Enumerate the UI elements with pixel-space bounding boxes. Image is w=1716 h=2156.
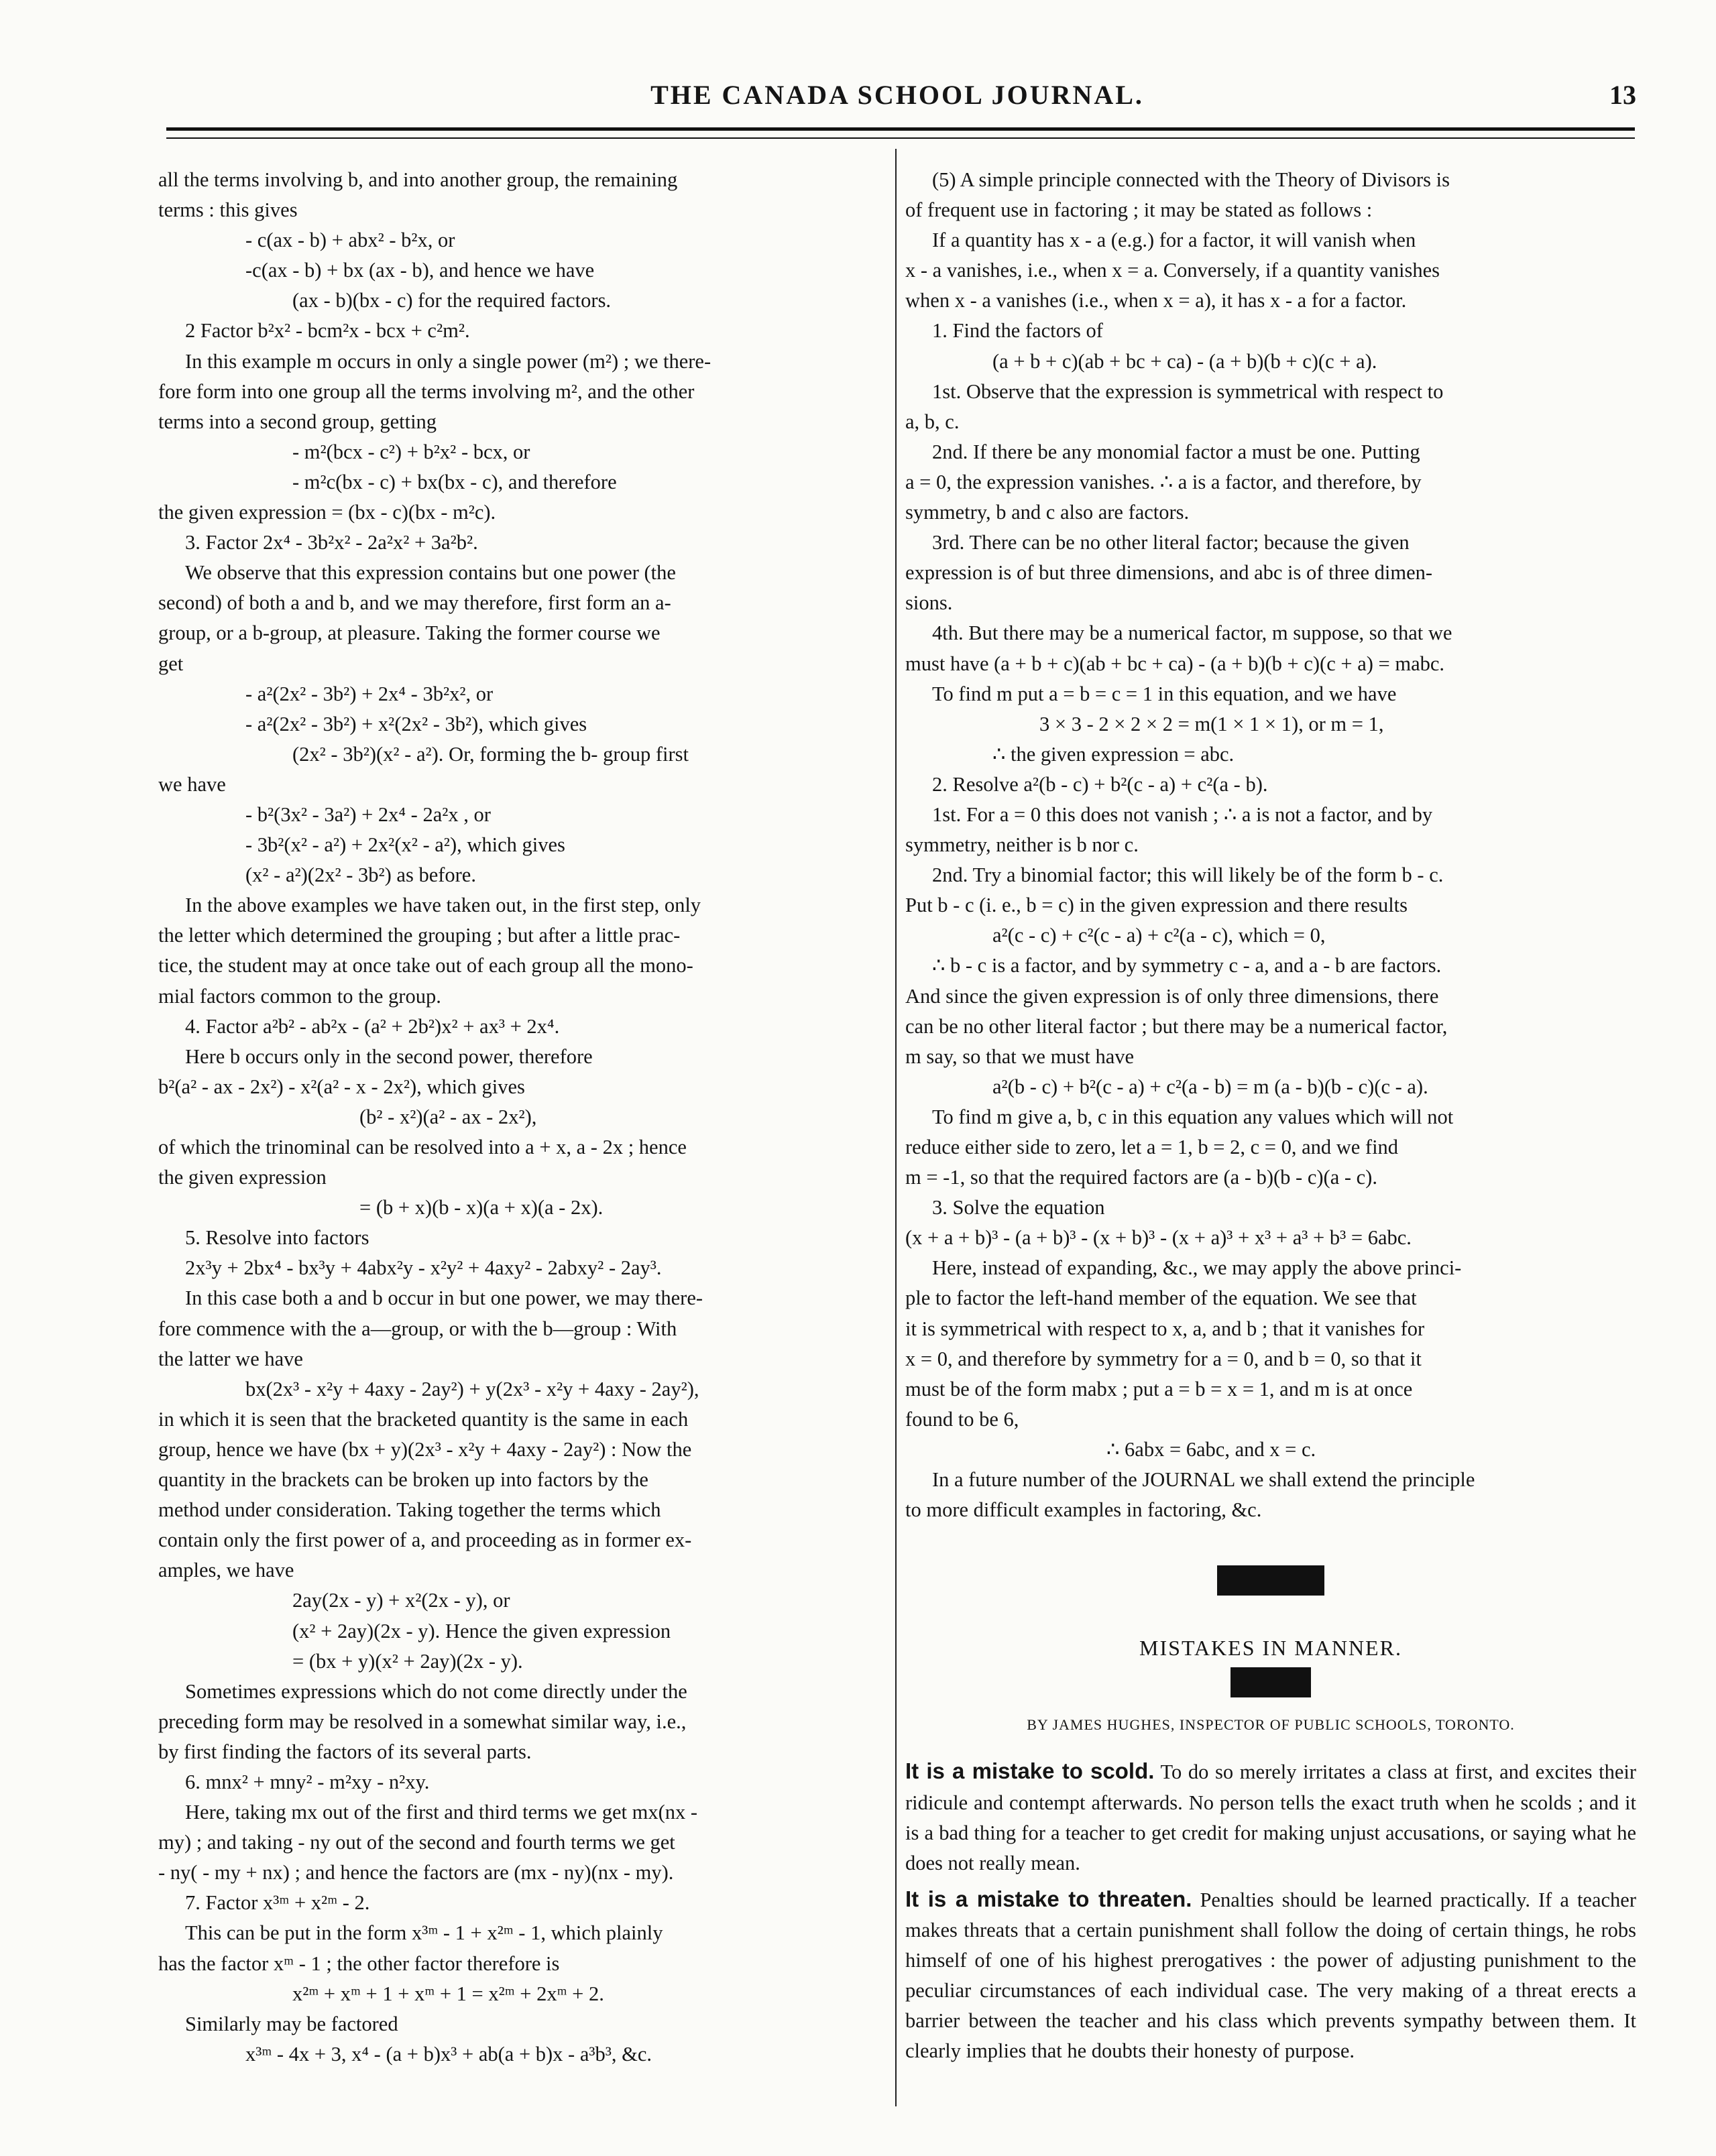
- text-line: - m²c(bx - c) + bx(bx - c), and therefore: [292, 470, 617, 493]
- text-line: in which it is seen that the bracketed quantity is the same in each: [158, 1407, 689, 1431]
- text-line: has the factor xᵐ - 1 ; the other factor therefore is: [158, 1952, 560, 1975]
- text-line: - b²(3x² - 3a²) + 2x⁴ - 2a²x , or: [245, 802, 491, 826]
- title-rule: [1231, 1667, 1311, 1697]
- text-line: x = 0, and therefore by symmetry for a = 0, and b = 0, so that it: [905, 1347, 1422, 1370]
- text-line: 2nd. If there be any monomial factor a must be one. Putting: [932, 440, 1420, 463]
- text-line: = (b + x)(b - x)(a + x)(a - 2x).: [359, 1196, 604, 1219]
- section-separator: [1217, 1565, 1324, 1596]
- column-divider: [895, 149, 897, 2106]
- text-line: preceding form may be resolved in a somewhat similar way, i.e.,: [158, 1710, 687, 1733]
- text-line: a = 0, the expression vanishes. ∴ a is a factor, and therefore, by: [905, 470, 1422, 493]
- text-line: 2ay(2x - y) + x²(2x - y), or: [292, 1589, 510, 1612]
- text-line: 3. Factor 2x⁴ - 3b²x² - 2a²x² + 3a²b².: [185, 531, 478, 554]
- left-column: [158, 165, 882, 2070]
- text-line: of which the trinominal can be resolved into a + x, a - 2x ; hence: [158, 1136, 687, 1158]
- text-line: ple to factor the left-hand member of the equation. We see that: [905, 1286, 1417, 1310]
- text-line: 3rd. There can be no other literal factor; because the given: [932, 531, 1410, 554]
- article-paragraph-1: [905, 1756, 1636, 1878]
- text-line: 2x³y + 2bx⁴ - bx³y + 4abx²y - x²y² + 4axy² - 2abxy² - 2ay³.: [185, 1256, 662, 1280]
- text-line: to more difficult examples in factoring, &c.: [905, 1498, 1262, 1522]
- text-line: 2nd. Try a binomial factor; this will likely be of the form b - c.: [932, 863, 1444, 887]
- text-line: a, b, c.: [905, 410, 960, 433]
- text-line: 1. Find the factors of: [932, 319, 1103, 343]
- text-line: - 3b²(x² - a²) + 2x²(x² - a²), which gives: [245, 833, 565, 857]
- text-line: ∴ 6abx = 6abc, and x = c.: [1106, 1437, 1316, 1461]
- text-line: We observe that this expression contains but one power (the: [185, 561, 676, 585]
- text-line: quantity in the brackets can be broken up into factors by the: [158, 1468, 648, 1492]
- text-line: ∴ the given expression = abc.: [992, 742, 1235, 766]
- text-line: mial factors common to the group.: [158, 984, 441, 1008]
- text-line: (2x² - 3b²)(x² - a²). Or, forming the b- group first: [292, 742, 689, 766]
- text-line: - a²(2x² - 3b²) + x²(2x² - 3b²), which gives: [245, 712, 587, 735]
- text-line: (x² + 2ay)(2x - y). Hence the given expression: [292, 1619, 671, 1642]
- text-line: Put b - c (i. e., b = c) in the given expression and there results: [905, 894, 1408, 917]
- paragraph-body: To do so merely irritates a class at first, and excites their ridicule and contempt afterwards. No person tells the exact truth when he scolds ; and it is a bad thing for a teacher to get credit for making unjust accusations, or saying what he does not really mean.: [905, 1760, 1637, 1874]
- text-line: If a quantity has x - a (e.g.) for a factor, it will vanish when: [932, 229, 1416, 252]
- text-line: symmetry, b and c also are factors.: [905, 501, 1190, 524]
- text-line: the latter we have: [158, 1347, 303, 1370]
- text-line: a²(b - c) + b²(c - a) + c²(a - b) = m (a - b)(b - c)(c - a).: [992, 1075, 1428, 1098]
- paragraph-body: Penalties should be learned practically. If a teacher makes threats that a certain punishment shall follow the doing of certain things, he robs himself of one of his highest prerogatives : the power of adjusting punishment to the peculiar circumstances of each individual case. The very making of a threat erects a barrier between the teacher and his class which prevents sympathy between them. It clearly implies that he doubts their honesty of purpose.: [905, 1888, 1636, 2063]
- text-line: Similarly may be factored: [185, 2012, 398, 2035]
- text-line: In the above examples we have taken out, in the first step, only: [185, 894, 701, 917]
- text-line: = (bx + y)(x² + 2ay)(2x - y).: [292, 1649, 523, 1673]
- text-line: all the terms involving b, and into another group, the remaining: [158, 168, 678, 191]
- page-number: 13: [1609, 80, 1636, 110]
- text-line: x - a vanishes, i.e., when x = a. Conversely, if a quantity vanishes: [905, 259, 1440, 282]
- text-line: fore commence with the a—group, or with the b—group : With: [158, 1317, 677, 1340]
- paragraph-lead: It is a mistake to threaten.: [905, 1886, 1192, 1911]
- text-line: In a future number of the JOURNAL we shall extend the principle: [932, 1468, 1475, 1492]
- text-line: the given expression = (bx - c)(bx - m²c).: [158, 501, 496, 524]
- text-line: the letter which determined the grouping ; but after a little prac-: [158, 924, 681, 947]
- text-line: tice, the student may at once take out of each group all the mono-: [158, 954, 693, 977]
- text-line: m = -1, so that the required factors are (a - b)(b - c)(a - c).: [905, 1166, 1377, 1189]
- text-line: can be no other literal factor ; but there may be a numerical factor,: [905, 1014, 1448, 1038]
- text-line: second) of both a and b, and we may therefore, first form an a-: [158, 591, 671, 615]
- text-line: x²ᵐ + xᵐ + 1 + xᵐ + 1 = x²ᵐ + 2xᵐ + 2.: [292, 1982, 604, 2005]
- text-line: b²(a² - ax - 2x²) - x²(a² - x - 2x²), which gives: [158, 1075, 525, 1098]
- text-line: bx(2x³ - x²y + 4axy - 2ay²) + y(2x³ - x²y + 4axy - 2ay²),: [245, 1377, 699, 1400]
- text-line: (5) A simple principle connected with the Theory of Divisors is: [932, 168, 1450, 191]
- text-line: (ax - b)(bx - c) for the required factors.: [292, 289, 612, 312]
- text-line: by first finding the factors of its several parts.: [158, 1740, 532, 1763]
- header-rule-thin: [166, 137, 1635, 139]
- text-line: my) ; and taking - ny out of the second and fourth terms we get: [158, 1831, 675, 1854]
- text-line: 7. Factor x³ᵐ + x²ᵐ - 2.: [185, 1891, 370, 1915]
- text-line: 2. Resolve a²(b - c) + b²(c - a) + c²(a - b).: [932, 772, 1268, 796]
- right-column: [905, 165, 1636, 1525]
- text-line: (a + b + c)(ab + bc + ca) - (a + b)(b + c)(c + a).: [992, 349, 1377, 373]
- text-line: 3. Solve the equation: [932, 1196, 1105, 1219]
- text-line: we have: [158, 772, 226, 796]
- journal-title: THE CANADA SCHOOL JOURNAL.: [650, 80, 1144, 110]
- text-line: In this case both a and b occur in but one power, we may there-: [185, 1286, 703, 1310]
- header-rule: [166, 127, 1635, 131]
- text-line: x³ᵐ - 4x + 3, x⁴ - (a + b)x³ + ab(a + b)x - a³b³, &c.: [245, 2042, 652, 2065]
- text-line: expression is of but three dimensions, and abc is of three dimen-: [905, 561, 1433, 585]
- text-line: To find m put a = b = c = 1 in this equation, and we have: [932, 682, 1397, 705]
- text-line: 3 × 3 - 2 × 2 × 2 = m(1 × 1 × 1), or m = 1,: [1039, 712, 1384, 735]
- right-column-wrapper: [905, 165, 1636, 2066]
- text-line: get: [158, 652, 184, 675]
- text-line: -c(ax - b) + bx (ax - b), and hence we have: [245, 259, 595, 282]
- text-line: Here, taking mx out of the first and third terms we get mx(nx -: [185, 1801, 698, 1824]
- text-line: must be of the form mabx ; put a = b = x = 1, and m is at once: [905, 1377, 1413, 1400]
- text-line: of frequent use in factoring ; it may be stated as follows :: [905, 198, 1373, 222]
- text-line: And since the given expression is of only three dimensions, there: [905, 984, 1439, 1008]
- text-line: group, hence we have (bx + y)(2x³ - x²y + 4axy - 2ay²) : Now the: [158, 1437, 692, 1461]
- article-byline: BY JAMES HUGHES, INSPECTOR OF PUBLIC SCHOOLS, TORONTO.: [1027, 1716, 1515, 1734]
- text-line: In this example m occurs in only a single power (m²) ; we there-: [185, 349, 711, 373]
- text-line: Sometimes expressions which do not come directly under the: [185, 1679, 687, 1703]
- text-line: 1st. For a = 0 this does not vanish ; ∴ a is not a factor, and by: [932, 802, 1433, 826]
- text-line: found to be 6,: [905, 1407, 1019, 1431]
- text-line: Here b occurs only in the second power, therefore: [185, 1044, 593, 1068]
- text-line: terms into a second group, getting: [158, 410, 437, 433]
- text-line: - c(ax - b) + abx² - b²x, or: [245, 229, 455, 252]
- text-line: 4th. But there may be a numerical factor, m suppose, so that we: [932, 621, 1452, 645]
- page-header: [158, 79, 1636, 119]
- text-line: must have (a + b + c)(ab + bc + ca) - (a + b)(b + c)(c + a) = mabc.: [905, 652, 1445, 675]
- text-line: 4. Factor a²b² - ab²x - (a² + 2b²)x² + ax³ + 2x⁴.: [185, 1014, 560, 1038]
- text-line: - m²(bcx - c²) + b²x² - bcx, or: [292, 440, 530, 463]
- text-line: when x - a vanishes (i.e., when x = a), it has x - a for a factor.: [905, 289, 1407, 312]
- text-line: Here, instead of expanding, &c., we may apply the above princi-: [932, 1256, 1462, 1280]
- text-line: ∴ b - c is a factor, and by symmetry c - a, and a - b are factors.: [932, 954, 1442, 977]
- text-line: 6. mnx² + mny² - m²xy - n²xy.: [185, 1770, 430, 1793]
- text-line: 1st. Observe that the expression is symmetrical with respect to: [932, 379, 1444, 403]
- text-line: 2 Factor b²x² - bcm²x - bcx + c²m².: [185, 319, 470, 343]
- text-line: contain only the first power of a, and proceeding as in former ex-: [158, 1529, 692, 1552]
- text-line: reduce either side to zero, let a = 1, b = 2, c = 0, and we find: [905, 1136, 1399, 1158]
- text-line: terms : this gives: [158, 198, 298, 222]
- article-title: MISTAKES IN MANNER.: [1139, 1636, 1402, 1661]
- text-line: amples, we have: [158, 1559, 294, 1582]
- text-line: 5. Resolve into factors: [185, 1226, 369, 1250]
- text-line: (b² - x²)(a² - ax - 2x²),: [359, 1105, 537, 1128]
- text-line: sions.: [905, 591, 953, 615]
- text-line: the given expression: [158, 1166, 327, 1189]
- text-line: fore form into one group all the terms involving m², and the other: [158, 379, 695, 403]
- text-line: it is symmetrical with respect to x, a, and b ; that it vanishes for: [905, 1317, 1425, 1340]
- text-line: method under consideration. Taking together the terms which: [158, 1498, 661, 1522]
- text-line: (x² - a²)(2x² - 3b²) as before.: [245, 863, 476, 887]
- text-line: symmetry, neither is b nor c.: [905, 833, 1139, 857]
- text-line: This can be put in the form x³ᵐ - 1 + x²ᵐ - 1, which plainly: [185, 1921, 663, 1945]
- text-line: a²(c - c) + c²(c - a) + c²(a - c), which = 0,: [992, 924, 1326, 947]
- text-line: (x + a + b)³ - (a + b)³ - (x + b)³ - (x + a)³ + x³ + a³ + b³ = 6abc.: [905, 1226, 1412, 1250]
- article-paragraph-2: [905, 1884, 1636, 2067]
- paragraph-lead: It is a mistake to scold.: [905, 1758, 1155, 1784]
- text-line: - a²(2x² - 3b²) + 2x⁴ - 3b²x², or: [245, 682, 494, 705]
- text-line: m say, so that we must have: [905, 1044, 1135, 1068]
- text-line: - ny( - my + nx) ; and hence the factors are (mx - ny)(nx - my).: [158, 1861, 674, 1884]
- text-line: group, or a b-group, at pleasure. Taking the former course we: [158, 621, 661, 645]
- text-line: To find m give a, b, c in this equation any values which will not: [932, 1105, 1454, 1128]
